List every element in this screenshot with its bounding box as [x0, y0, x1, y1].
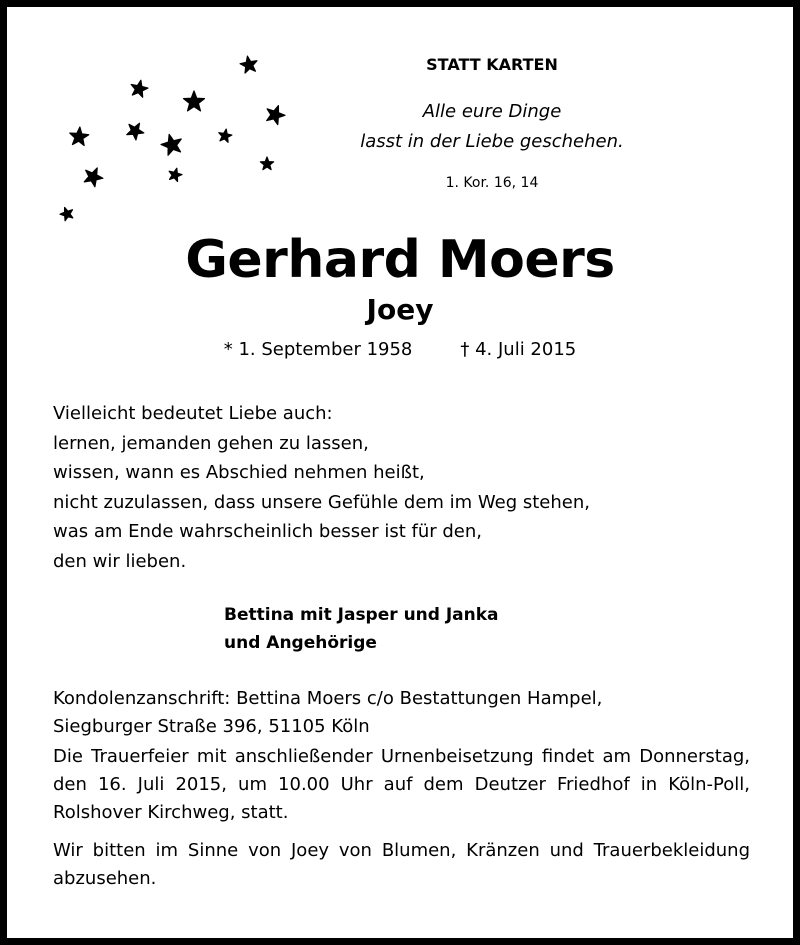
star-icon — [60, 207, 73, 220]
poem-line: den wir lieben. — [53, 550, 187, 572]
star-icon — [267, 106, 285, 125]
poem-line: wissen, wann es Abschied nehmen heißt, — [53, 462, 425, 483]
header-label: STATT KARTEN — [426, 55, 558, 74]
star-icon — [219, 129, 232, 142]
star-icon — [169, 168, 182, 181]
star-icon — [127, 123, 144, 140]
bible-verse — [307, 97, 677, 157]
deceased-nickname: Joey — [366, 293, 434, 326]
mourners-line: Bettina mit Jasper und Janka — [224, 605, 499, 625]
star-icon — [260, 157, 273, 170]
poem — [53, 399, 753, 576]
funeral-service-info: Die Trauerfeier mit anschließender Urnenbeisetzung findet am Donnerstag, den 16. Juli 2015, um 10.00 Uhr auf dem Deutzer Friedhof in Köln-Poll, Rolshover Kirchweg, statt. — [53, 746, 750, 823]
poem-line: was am Ende wahrscheinlich besser ist für den, — [53, 521, 483, 542]
death-date: † 4. Juli 2015 — [460, 339, 577, 360]
poem-line: Vielleicht bedeutet Liebe auch: — [53, 403, 333, 424]
star-icon — [161, 134, 181, 155]
mourners-line: und Angehörige — [224, 633, 377, 653]
star-icon — [240, 56, 257, 73]
flowers-request: Wir bitten im Sinne von Joey von Blumen, Kränzen und Trauerbekleidung abzusehen. — [53, 840, 750, 889]
mourners — [224, 601, 724, 657]
condolence-line: Siegburger Straße 396, 51105 Köln — [53, 716, 370, 737]
verse-reference: 1. Kor. 16, 14 — [445, 175, 539, 191]
condolence-address — [53, 685, 750, 741]
condolence-line: Kondolenzanschrift: Bettina Moers c/o Bestattungen Hampel, — [53, 688, 603, 709]
poem-line: nicht zuzulassen, dass unsere Gefühle dem im Weg stehen, — [53, 491, 590, 513]
poem-line: lernen, jemanden gehen zu lassen, — [53, 432, 369, 454]
stars-decoration — [47, 47, 297, 232]
star-icon — [70, 127, 89, 146]
star-icon — [131, 80, 148, 97]
verse-line: Alle eure Dinge — [422, 101, 562, 122]
star-icon — [184, 91, 205, 111]
verse-line: lasst in der Liebe geschehen. — [360, 131, 624, 152]
deceased-name: Gerhard Moers — [185, 230, 615, 290]
life-dates — [7, 339, 793, 360]
star-icon — [84, 168, 103, 187]
birth-date: * 1. September 1958 — [223, 339, 413, 360]
